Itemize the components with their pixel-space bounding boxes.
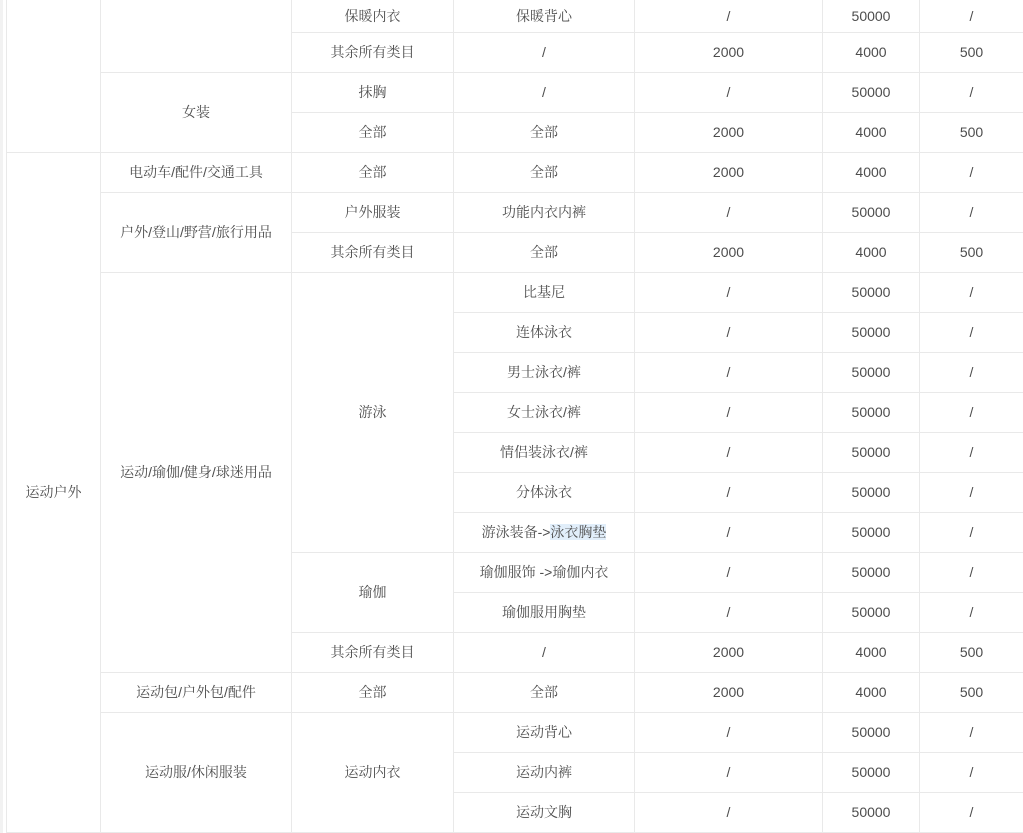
limit-value-cell: / xyxy=(635,592,823,632)
limit-value-cell: 4000 xyxy=(823,32,920,72)
limit-value-cell: 4000 xyxy=(823,632,920,672)
level2-category-cell: 运动服/休闲服装 xyxy=(101,712,292,832)
level2-category-cell: 女装 xyxy=(101,72,292,152)
table-row xyxy=(7,152,1023,192)
level4-category-cell: 瑜伽服饰 ->瑜伽内衣 xyxy=(454,552,635,592)
limit-value-cell: 2000 xyxy=(635,632,823,672)
level4-category-cell: / xyxy=(454,72,635,112)
limit-value-cell: / xyxy=(920,0,1023,32)
limit-value-cell: 50000 xyxy=(823,272,920,312)
level4-category-cell: 全部 xyxy=(454,112,635,152)
table-row xyxy=(7,712,1023,752)
limit-value-cell: 50000 xyxy=(823,592,920,632)
level4-category-cell: 功能内衣内裤 xyxy=(454,192,635,232)
table-row xyxy=(7,272,1023,312)
level3-category-cell: 其余所有类目 xyxy=(292,32,454,72)
level4-category-cell: 全部 xyxy=(454,232,635,272)
limit-value-cell: / xyxy=(920,712,1023,752)
limit-value-cell: / xyxy=(635,472,823,512)
limit-value-cell: / xyxy=(920,392,1023,432)
level2-category-cell: 电动车/配件/交通工具 xyxy=(101,152,292,192)
limit-value-cell: 50000 xyxy=(823,0,920,32)
limit-value-cell: 500 xyxy=(920,672,1023,712)
limit-value-cell: / xyxy=(635,72,823,112)
selected-text-highlight: 泳衣胸垫 xyxy=(550,524,607,540)
limit-value-cell: 50000 xyxy=(823,312,920,352)
level1-category-cell-empty xyxy=(7,0,101,152)
limit-value-cell: / xyxy=(635,192,823,232)
limit-value-cell: 500 xyxy=(920,232,1023,272)
level3-category-cell: 抹胸 xyxy=(292,72,454,112)
level3-category-cell: 户外服装 xyxy=(292,192,454,232)
level3-category-cell: 其余所有类目 xyxy=(292,632,454,672)
limit-value-cell: / xyxy=(635,712,823,752)
limit-value-cell: / xyxy=(920,792,1023,832)
level4-category-cell: 情侣装泳衣/裤 xyxy=(454,432,635,472)
level4-category-cell: 分体泳衣 xyxy=(454,472,635,512)
level4-category-cell: 运动背心 xyxy=(454,712,635,752)
limit-value-cell: / xyxy=(635,792,823,832)
limit-value-cell: 50000 xyxy=(823,712,920,752)
limit-value-cell: 4000 xyxy=(823,672,920,712)
limit-value-cell: / xyxy=(635,432,823,472)
limit-value-cell: / xyxy=(635,512,823,552)
level4-category-cell: 男士泳衣/裤 xyxy=(454,352,635,392)
level3-category-cell: 全部 xyxy=(292,672,454,712)
table-row xyxy=(7,72,1023,112)
limit-value-cell: 50000 xyxy=(823,392,920,432)
level2-category-cell-empty xyxy=(101,0,292,72)
limit-value-cell: 50000 xyxy=(823,752,920,792)
limit-value-cell: / xyxy=(635,752,823,792)
limit-value-cell: 50000 xyxy=(823,552,920,592)
limit-value-cell: / xyxy=(920,312,1023,352)
level4-category-cell: 保暖背心 xyxy=(454,0,635,32)
level4-category-cell: / xyxy=(454,632,635,672)
limit-value-cell: / xyxy=(920,272,1023,312)
level3-category-cell: 全部 xyxy=(292,112,454,152)
limit-value-cell: 50000 xyxy=(823,72,920,112)
level2-category-cell: 运动包/户外包/配件 xyxy=(101,672,292,712)
level2-category-cell: 户外/登山/野营/旅行用品 xyxy=(101,192,292,272)
limit-value-cell: / xyxy=(635,352,823,392)
level4-category-cell: 连体泳衣 xyxy=(454,312,635,352)
limit-value-cell: 50000 xyxy=(823,472,920,512)
limit-value-cell: / xyxy=(920,152,1023,192)
level3-category-cell: 瑜伽 xyxy=(292,552,454,632)
limit-value-cell: / xyxy=(635,0,823,32)
level4-category-cell: 瑜伽服用胸垫 xyxy=(454,592,635,632)
limit-value-cell: / xyxy=(635,272,823,312)
level4-category-cell xyxy=(454,512,635,552)
level4-category-cell: / xyxy=(454,32,635,72)
level4-category-cell: 运动文胸 xyxy=(454,792,635,832)
limit-value-cell: / xyxy=(920,552,1023,592)
limit-value-cell: 4000 xyxy=(823,112,920,152)
table-row xyxy=(7,672,1023,712)
level1-category-cell: 运动户外 xyxy=(7,152,101,832)
limit-value-cell: / xyxy=(920,472,1023,512)
level3-category-cell: 全部 xyxy=(292,152,454,192)
limit-value-cell: 4000 xyxy=(823,152,920,192)
level4-category-cell: 全部 xyxy=(454,152,635,192)
limit-value-cell: 500 xyxy=(920,632,1023,672)
level3-category-cell: 游泳 xyxy=(292,272,454,552)
level3-category-cell: 运动内衣 xyxy=(292,712,454,832)
limit-value-cell: / xyxy=(635,552,823,592)
limit-value-cell: / xyxy=(920,72,1023,112)
page-left-gutter xyxy=(0,0,4,833)
level3-category-cell: 保暖内衣 xyxy=(292,0,454,32)
limit-value-cell: / xyxy=(920,752,1023,792)
limit-value-cell: / xyxy=(920,592,1023,632)
limit-value-cell: 50000 xyxy=(823,352,920,392)
level2-category-cell: 运动/瑜伽/健身/球迷用品 xyxy=(101,272,292,672)
category-path-text: 游泳装备-> xyxy=(481,524,551,540)
limit-value-cell: / xyxy=(920,432,1023,472)
limit-value-cell: / xyxy=(635,392,823,432)
limit-value-cell: / xyxy=(920,512,1023,552)
limit-value-cell: 50000 xyxy=(823,432,920,472)
limit-value-cell: 50000 xyxy=(823,512,920,552)
table-row xyxy=(7,0,1023,32)
table-row xyxy=(7,192,1023,232)
limit-value-cell: 500 xyxy=(920,112,1023,152)
level4-category-cell: 运动内裤 xyxy=(454,752,635,792)
level4-category-cell: 女士泳衣/裤 xyxy=(454,392,635,432)
limit-value-cell: 2000 xyxy=(635,232,823,272)
limit-value-cell: / xyxy=(920,192,1023,232)
level4-category-cell: 比基尼 xyxy=(454,272,635,312)
limit-value-cell: 4000 xyxy=(823,232,920,272)
level3-category-cell: 其余所有类目 xyxy=(292,232,454,272)
category-limits-table xyxy=(6,0,1023,833)
level4-category-cell: 全部 xyxy=(454,672,635,712)
limit-value-cell: 50000 xyxy=(823,792,920,832)
limit-value-cell: 2000 xyxy=(635,672,823,712)
limit-value-cell: 50000 xyxy=(823,192,920,232)
limit-value-cell: / xyxy=(635,312,823,352)
limit-value-cell: / xyxy=(920,352,1023,392)
limit-value-cell: 2000 xyxy=(635,32,823,72)
limit-value-cell: 2000 xyxy=(635,152,823,192)
limit-value-cell: 2000 xyxy=(635,112,823,152)
limit-value-cell: 500 xyxy=(920,32,1023,72)
